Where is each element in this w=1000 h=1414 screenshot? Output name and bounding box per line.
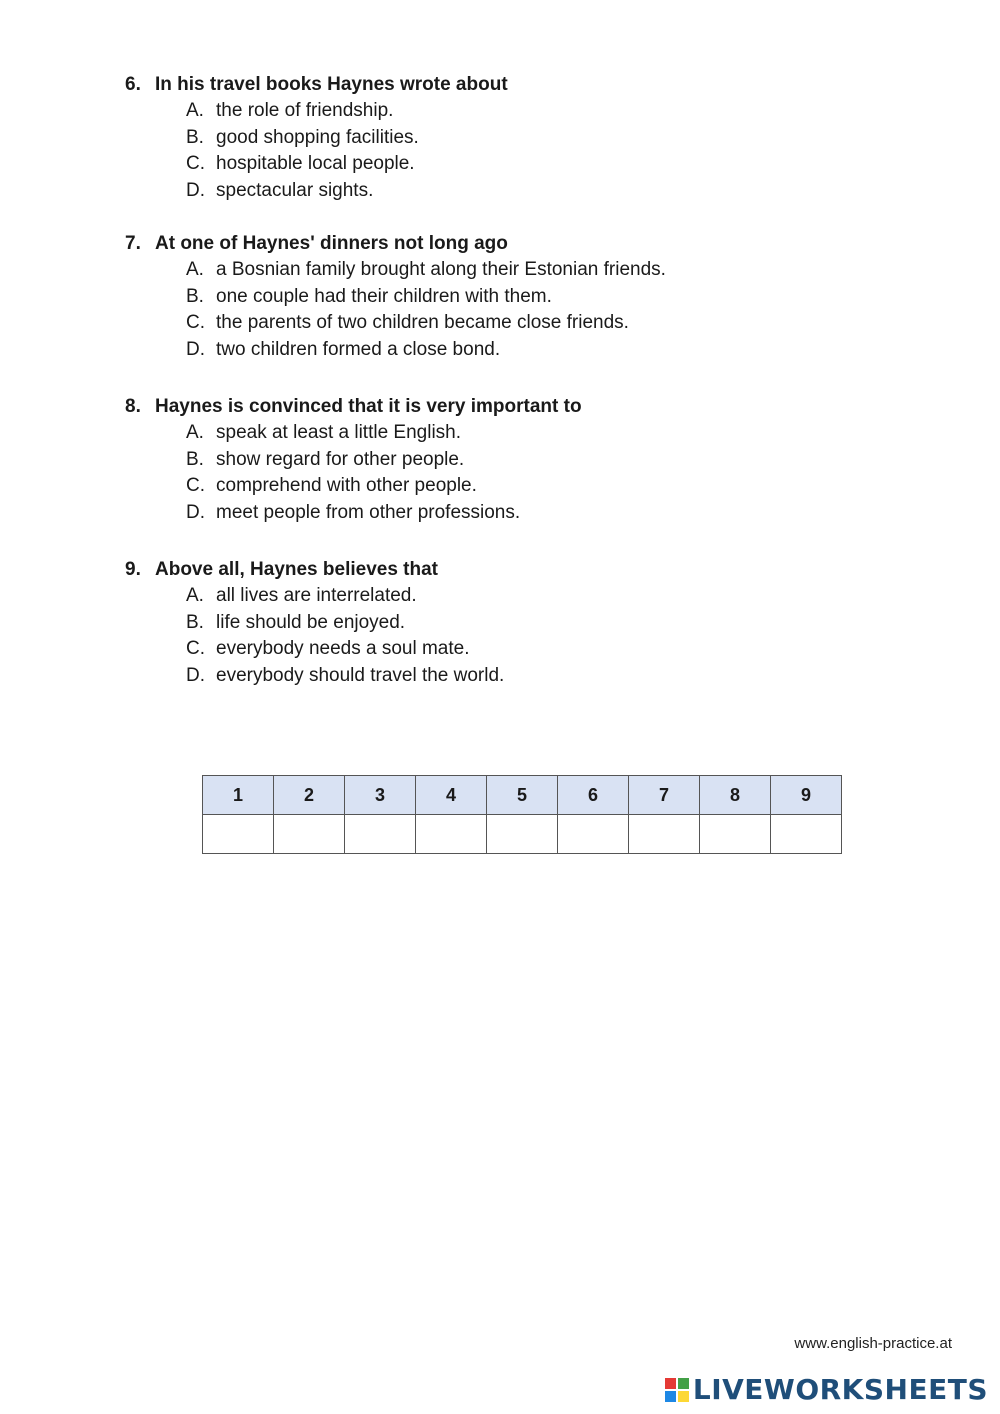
question-text: Haynes is convinced that it is very important to: [155, 396, 582, 417]
answer-header-cell: 2: [274, 776, 345, 815]
question-text: At one of Haynes' dinners not long ago: [155, 233, 508, 254]
option-text: spectacular sights.: [216, 179, 374, 201]
option-text: two children formed a close bond.: [216, 338, 501, 360]
logo-square: [678, 1391, 689, 1402]
answer-header-cell: 7: [629, 776, 700, 815]
source-url[interactable]: www.english-practice.at: [794, 1335, 952, 1352]
option-letter: A.: [186, 100, 204, 121]
question-text: Above all, Haynes believes that: [155, 559, 439, 580]
question-number: 9.: [125, 559, 141, 580]
answer-header-cell: 1: [203, 776, 274, 815]
option-letter: A.: [186, 422, 204, 443]
option-text: good shopping facilities.: [216, 126, 419, 148]
question-text: In his travel books Haynes wrote about: [155, 74, 508, 95]
answer-table: [202, 775, 842, 854]
answer-input-1[interactable]: [203, 815, 274, 854]
option-text: meet people from other professions.: [216, 501, 521, 523]
logo-square: [678, 1378, 689, 1389]
option-text: the role of friendship.: [216, 100, 394, 121]
option-letter: A.: [186, 259, 204, 280]
option-letter: B.: [186, 126, 204, 148]
option-letter: D.: [186, 179, 205, 201]
option-text: everybody needs a soul mate.: [216, 638, 470, 659]
answer-header-cell: 9: [771, 776, 842, 815]
option-text: speak at least a little English.: [216, 422, 462, 443]
option-letter: C.: [186, 638, 205, 659]
option-letter: C.: [186, 312, 205, 333]
answer-header-cell: 4: [416, 776, 487, 815]
option-text: the parents of two children became close friends.: [216, 312, 629, 333]
logo-square: [665, 1378, 676, 1389]
answer-input-9[interactable]: [771, 815, 842, 854]
answer-input-8[interactable]: [700, 815, 771, 854]
option-letter: C.: [186, 153, 205, 174]
option-text: a Bosnian family brought along their Estonian friends.: [216, 259, 666, 280]
option-letter: D.: [186, 501, 205, 523]
option-letter: C.: [186, 475, 205, 496]
option-text: all lives are interrelated.: [216, 585, 417, 606]
answer-table-input-row: [203, 815, 842, 854]
answer-input-4[interactable]: [416, 815, 487, 854]
option-text: everybody should travel the world.: [216, 664, 505, 686]
answer-table-header-row: [203, 776, 842, 815]
liveworksheets-logo-icon: [665, 1378, 689, 1402]
question-number: 7.: [125, 233, 141, 254]
answer-header-cell: 8: [700, 776, 771, 815]
answer-header-cell: 3: [345, 776, 416, 815]
answer-input-3[interactable]: [345, 815, 416, 854]
option-letter: B.: [186, 611, 204, 633]
question-number: 8.: [125, 396, 141, 417]
answer-header-cell: 6: [558, 776, 629, 815]
option-text: comprehend with other people.: [216, 475, 477, 496]
option-letter: A.: [186, 585, 204, 606]
answer-input-5[interactable]: [487, 815, 558, 854]
option-letter: B.: [186, 285, 204, 307]
option-text: one couple had their children with them.: [216, 285, 552, 307]
option-text: life should be enjoyed.: [216, 611, 406, 633]
logo-square: [665, 1391, 676, 1402]
option-letter: D.: [186, 338, 205, 360]
liveworksheets-brand[interactable]: [665, 1373, 988, 1406]
question-number: 6.: [125, 74, 141, 95]
option-text: hospitable local people.: [216, 153, 415, 174]
brand-name: LIVEWORKSHEETS: [692, 1373, 988, 1406]
answer-input-2[interactable]: [274, 815, 345, 854]
answer-input-7[interactable]: [629, 815, 700, 854]
answer-input-6[interactable]: [558, 815, 629, 854]
option-letter: B.: [186, 448, 204, 470]
answer-header-cell: 5: [487, 776, 558, 815]
option-text: show regard for other people.: [216, 448, 465, 470]
option-letter: D.: [186, 664, 205, 686]
